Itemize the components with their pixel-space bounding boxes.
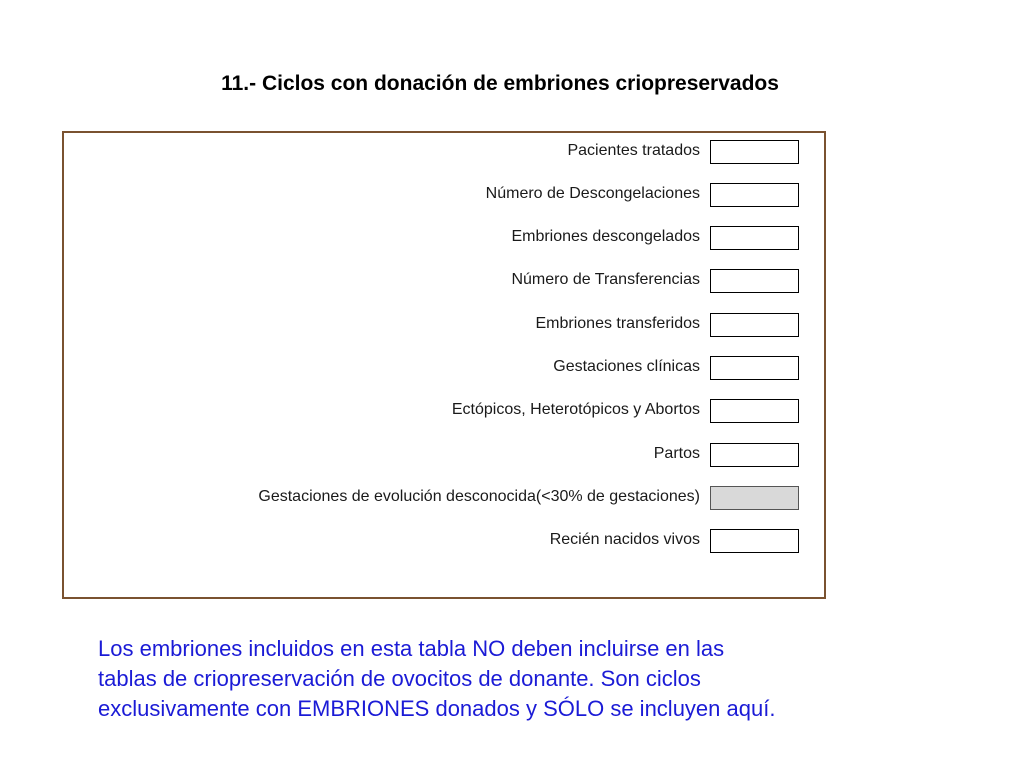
field-label: Embriones descongelados — [511, 228, 700, 245]
note-line: tablas de criopreservación de ovocitos de donante. Son ciclos — [98, 666, 701, 691]
form-row-gestaciones-clinicas — [64, 356, 824, 382]
field-label: Gestaciones de evolución desconocida(<30% de gestaciones) — [258, 488, 700, 505]
field-label: Embriones transferidos — [535, 315, 700, 332]
numero-descongelaciones-field[interactable] — [710, 183, 799, 207]
ectopicos-field[interactable] — [710, 399, 799, 423]
pacientes-tratados-field[interactable] — [710, 140, 799, 164]
form-row-partos — [64, 443, 824, 469]
form-row-embriones-descongelados — [64, 226, 824, 252]
embriones-transferidos-field[interactable] — [710, 313, 799, 337]
field-label: Partos — [653, 445, 700, 462]
form-row-recien-nacidos-vivos — [64, 529, 824, 555]
page-title: 11.- Ciclos con donación de embriones criopreservados — [221, 72, 779, 95]
numero-transferencias-field[interactable] — [710, 269, 799, 293]
form-row-numero-descongelaciones — [64, 183, 824, 209]
form-row-ectopicos — [64, 399, 824, 425]
field-label: Ectópicos, Heterotópicos y Abortos — [451, 401, 700, 418]
note-paragraph — [98, 634, 938, 724]
field-label: Pacientes tratados — [567, 142, 700, 159]
note-line: exclusivamente con EMBRIONES donados y SÓLO se incluyen aquí. — [98, 696, 776, 721]
field-label: Gestaciones clínicas — [553, 358, 700, 375]
form-row-gestaciones-evolucion-desconocida — [64, 486, 824, 512]
note-line: Los embriones incluidos en esta tabla NO deben incluirse en las — [98, 636, 725, 661]
field-label: Número de Descongelaciones — [485, 185, 700, 202]
embriones-descongelados-field[interactable] — [710, 226, 799, 250]
gestaciones-evolucion-desconocida-field — [710, 486, 799, 510]
recien-nacidos-vivos-field[interactable] — [710, 529, 799, 553]
form-row-embriones-transferidos — [64, 313, 824, 339]
gestaciones-clinicas-field[interactable] — [710, 356, 799, 380]
form-row-pacientes-tratados — [64, 140, 824, 166]
field-label: Número de Transferencias — [511, 271, 700, 288]
form-row-numero-transferencias — [64, 269, 824, 295]
partos-field[interactable] — [710, 443, 799, 467]
form-panel — [62, 131, 826, 599]
field-label: Recién nacidos vivos — [549, 531, 700, 548]
